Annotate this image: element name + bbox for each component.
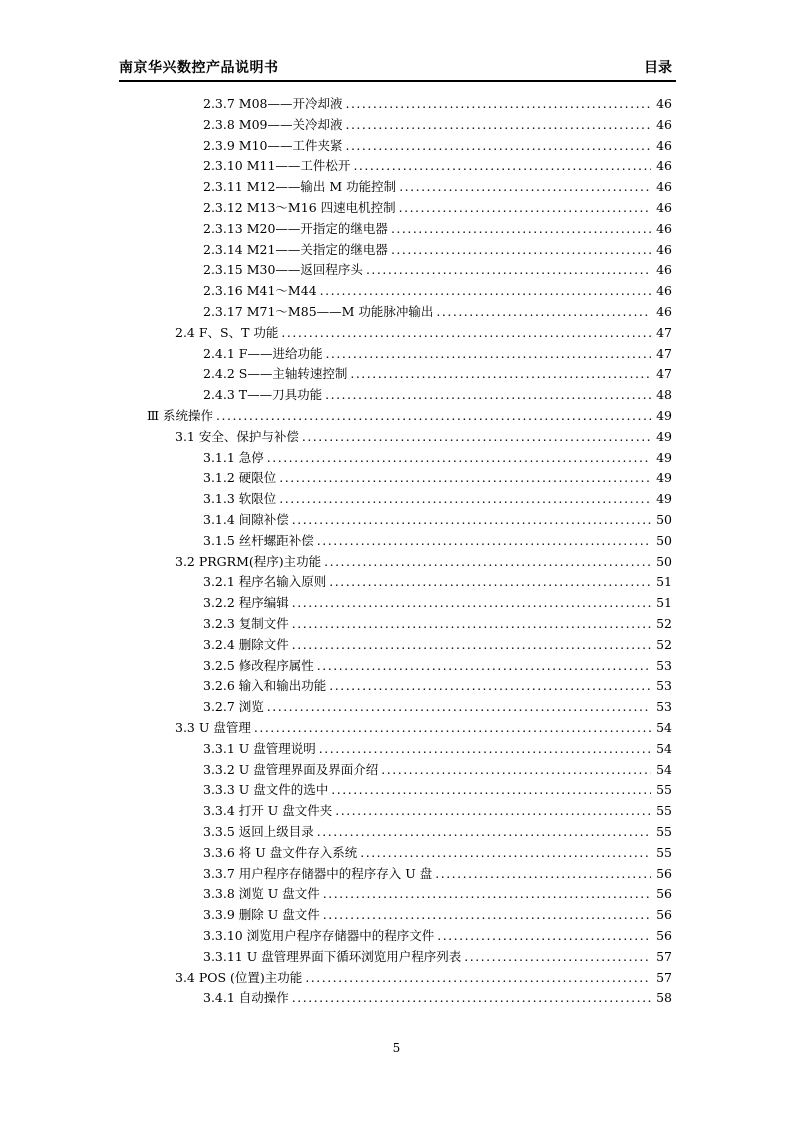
toc-entry-title: 2.3.13 M20——开指定的继电器 [203, 220, 388, 236]
toc-entry[interactable] [203, 822, 672, 842]
toc-entry-page: 56 [656, 886, 672, 902]
toc-entry[interactable] [203, 988, 672, 1008]
toc-entry[interactable] [203, 448, 672, 468]
toc-entry-page: 52 [656, 636, 672, 652]
toc-entry-title: 2.3.17 M71～M85——M 功能脉冲输出 [203, 304, 434, 319]
toc-entry[interactable] [203, 801, 672, 821]
toc-entry-page: 47 [656, 345, 672, 361]
toc-entry-title: 2.3.7 M08——开冷却液 [203, 96, 343, 111]
toc-dot-leader [323, 907, 651, 922]
document-title: 南京华兴数控产品说明书 [119, 60, 279, 76]
toc-dot-leader [302, 429, 651, 444]
toc-dot-leader [360, 845, 651, 860]
toc-dot-leader [267, 699, 651, 714]
toc-entry[interactable] [203, 385, 672, 405]
toc-dot-leader [325, 387, 651, 402]
toc-dot-leader [323, 886, 651, 901]
toc-entry-page: 46 [656, 137, 672, 153]
toc-dot-leader [281, 325, 651, 340]
toc-entry-title: 3.3.8 浏览 U 盘文件 [203, 886, 320, 902]
toc-entry-title: 3.2.2 程序编辑 [203, 595, 289, 611]
toc-entry-title: 3.3 U 盘管理 [175, 720, 251, 735]
toc-entry-title: 3.1.2 硬限位 [203, 470, 277, 486]
toc-dot-leader [331, 782, 651, 797]
toc-entry-page: 46 [656, 220, 672, 236]
toc-entry-title: 3.3.10 浏览用户程序存储器中的程序文件 [203, 928, 435, 943]
toc-dot-leader [216, 408, 651, 423]
toc-entry-page: 54 [656, 740, 672, 756]
toc-entry-page: 50 [656, 532, 672, 548]
toc-entry-title: 3.2.3 复制文件 [203, 616, 289, 631]
toc-entry-title: 3.1.4 间隙补偿 [203, 512, 289, 527]
page-number: 5 [392, 1041, 401, 1055]
toc-entry-page: 49 [656, 491, 672, 507]
toc-entry-title: 3.3.5 返回上级目录 [203, 824, 314, 839]
toc-dot-leader [267, 450, 651, 465]
toc-entry[interactable] [203, 115, 672, 135]
toc-entry-page: 46 [656, 304, 672, 319]
toc-entry[interactable] [203, 905, 672, 925]
toc-entry-title: 3.3.3 U 盘文件的选中 [203, 782, 329, 798]
toc-dot-leader [317, 658, 651, 673]
toc-dot-leader [324, 554, 651, 569]
toc-entry-title: 2.3.15 M30——返回程序头 [203, 262, 363, 278]
toc-entry-title: 3.1 安全、保护与补偿 [175, 428, 299, 444]
toc-dot-leader [292, 990, 651, 1005]
toc-entry-title: 3.3.1 U 盘管理说明 [203, 740, 316, 756]
toc-entry[interactable] [203, 760, 672, 780]
toc-entry[interactable] [203, 489, 672, 509]
toc-entry-page: 54 [656, 761, 672, 777]
toc-entry-title: 3.1.5 丝杆螺距补偿 [203, 532, 314, 548]
toc-dot-leader [279, 470, 651, 485]
toc-entry[interactable] [203, 468, 672, 488]
section-title: 目录 [644, 60, 672, 76]
toc-entry-page: 49 [656, 408, 672, 423]
toc-entry-title: 2.3.10 M11——工件松开 [203, 158, 351, 174]
toc-entry[interactable] [203, 364, 672, 384]
toc-entry[interactable] [175, 427, 672, 447]
toc-dot-leader [320, 283, 651, 298]
toc-entry-title: 2.4.1 F——进给功能 [203, 345, 323, 361]
toc-entry[interactable] [203, 219, 672, 239]
toc-entry-title: 3.3.7 用户程序存储器中的程序存入 U 盘 [203, 865, 433, 881]
toc-entry[interactable] [203, 177, 672, 197]
toc-dot-leader [345, 96, 651, 111]
header-divider [119, 80, 676, 82]
toc-entry[interactable] [203, 635, 672, 655]
toc-entry-title: Ⅲ 系统操作 [147, 408, 214, 423]
toc-entry-page: 58 [656, 990, 672, 1006]
toc-entry-page: 55 [656, 803, 672, 819]
toc-entry-title: 3.2.6 输入和输出功能 [203, 678, 327, 694]
toc-entry-page: 47 [656, 366, 672, 382]
toc-dot-leader [345, 117, 651, 132]
toc-entry-page: 46 [656, 158, 672, 174]
toc-dot-leader [279, 491, 651, 506]
toc-entry-page: 53 [656, 678, 672, 694]
toc-entry-title: 2.3.9 M10——工件夹紧 [203, 137, 343, 153]
toc-dot-leader [345, 138, 651, 153]
toc-entry[interactable] [203, 926, 672, 946]
toc-dot-leader [329, 574, 651, 589]
toc-entry[interactable] [203, 198, 672, 218]
toc-dot-leader [325, 346, 651, 361]
toc-entry-page: 49 [656, 470, 672, 486]
toc-entry[interactable] [203, 240, 672, 260]
toc-entry-page: 49 [656, 449, 672, 465]
toc-entry[interactable] [203, 281, 672, 301]
toc-entry-page: 50 [656, 512, 672, 527]
toc-entry[interactable] [175, 968, 672, 988]
toc-entry[interactable] [203, 614, 672, 634]
toc-entry-title: 2.3.16 M41～M44 [203, 283, 317, 299]
toc-entry-title: 3.2.5 修改程序属性 [203, 657, 314, 673]
toc-entry[interactable] [203, 531, 672, 551]
toc-dot-leader [350, 366, 651, 381]
toc-entry-title: 2.4 F、S、T 功能 [175, 324, 279, 340]
toc-entry[interactable] [175, 552, 672, 572]
toc-entry-title: 2.3.12 M13～M16 四速电机控制 [203, 200, 396, 215]
toc-dot-leader [437, 928, 651, 943]
toc-entry-page: 46 [656, 116, 672, 132]
toc-dot-leader [319, 741, 651, 756]
toc-dot-leader [391, 221, 651, 236]
toc-entry[interactable] [203, 156, 672, 176]
toc-entry[interactable] [203, 884, 672, 904]
toc-entry-page: 54 [656, 720, 672, 735]
toc-dot-leader [399, 179, 651, 194]
toc-entry[interactable] [203, 739, 672, 759]
toc-dot-leader [353, 158, 651, 173]
toc-entry-page: 48 [656, 387, 672, 403]
toc-entry-page: 51 [656, 574, 672, 590]
toc-entry[interactable] [203, 260, 672, 280]
toc-entry[interactable] [203, 302, 672, 322]
toc-entry-page: 46 [656, 179, 672, 195]
toc-dot-leader [391, 242, 651, 257]
toc-dot-leader [335, 803, 651, 818]
toc-entry[interactable] [203, 697, 672, 717]
toc-dot-leader [292, 512, 651, 527]
toc-entry[interactable] [147, 406, 672, 426]
toc-entry-page: 56 [656, 928, 672, 943]
toc-entry-page: 57 [656, 969, 672, 985]
toc-entry-page: 46 [656, 96, 672, 111]
toc-dot-leader [292, 616, 651, 631]
toc-dot-leader [317, 824, 651, 839]
toc-entry-title: 2.3.11 M12——输出 M 功能控制 [203, 179, 397, 195]
toc-entry-title: 3.1.1 急停 [203, 449, 264, 465]
toc-entry[interactable] [203, 676, 672, 696]
toc-entry[interactable] [203, 780, 672, 800]
toc-entry[interactable] [203, 593, 672, 613]
toc-entry-page: 53 [656, 657, 672, 673]
toc-entry-page: 56 [656, 907, 672, 923]
toc-entry-title: 3.3.11 U 盘管理界面下循环浏览用户程序列表 [203, 948, 462, 964]
toc-entry[interactable] [203, 656, 672, 676]
toc-entry-page: 53 [656, 699, 672, 715]
toc-dot-leader [464, 949, 651, 964]
toc-entry[interactable] [203, 94, 672, 114]
toc-entry-title: 3.2.4 删除文件 [203, 636, 289, 652]
toc-entry[interactable] [203, 510, 672, 530]
toc-dot-leader [292, 595, 651, 610]
toc-entry-page: 55 [656, 782, 672, 798]
toc-entry-title: 3.2.7 浏览 [203, 699, 264, 715]
toc-dot-leader [329, 678, 651, 693]
toc-entry-title: 2.4.2 S——主轴转速控制 [203, 366, 348, 382]
toc-entry-page: 46 [656, 241, 672, 257]
toc-dot-leader [317, 533, 651, 548]
toc-entry-title: 2.4.3 T——刀具功能 [203, 387, 323, 403]
toc-entry[interactable] [203, 572, 672, 592]
page-header [119, 57, 674, 79]
toc-entry-page: 57 [656, 948, 672, 964]
toc-entry-page: 55 [656, 844, 672, 860]
toc-entry-page: 46 [656, 262, 672, 278]
toc-entry-title: 3.3.2 U 盘管理界面及界面介绍 [203, 761, 379, 777]
toc-entry-page: 55 [656, 824, 672, 839]
toc-dot-leader [305, 970, 651, 985]
toc-dot-leader [292, 637, 651, 652]
toc-entry-title: 3.3.9 删除 U 盘文件 [203, 907, 320, 923]
toc-entry-title: 2.3.14 M21——关指定的继电器 [203, 241, 388, 257]
toc-entry[interactable] [203, 864, 672, 884]
toc-entry[interactable] [175, 323, 672, 343]
toc-entry-title: 3.3.6 将 U 盘文件存入系统 [203, 844, 358, 860]
toc-entry-page: 51 [656, 595, 672, 611]
toc-entry-title: 2.3.8 M09——关冷却液 [203, 116, 343, 132]
toc-dot-leader [381, 762, 651, 777]
toc-entry[interactable] [203, 843, 672, 863]
toc-entry-title: 3.1.3 软限位 [203, 491, 277, 507]
toc-entry[interactable] [203, 344, 672, 364]
toc-entry-page: 49 [656, 428, 672, 444]
toc-entry-page: 50 [656, 553, 672, 569]
toc-entry[interactable] [203, 136, 672, 156]
toc-dot-leader [399, 200, 651, 215]
toc-entry-page: 52 [656, 616, 672, 631]
toc-dot-leader [366, 262, 651, 277]
toc-entry[interactable] [175, 718, 672, 738]
toc-entry-title: 3.2 PRGRM(程序)主功能 [175, 553, 322, 569]
toc-entry-page: 46 [656, 200, 672, 215]
toc-entry-title: 3.3.4 打开 U 盘文件夹 [203, 803, 333, 819]
toc-dot-leader [436, 304, 651, 319]
toc-entry-page: 56 [656, 865, 672, 881]
toc-entry-page: 47 [656, 324, 672, 340]
toc-entry[interactable] [203, 947, 672, 967]
toc-entry-title: 3.2.1 程序名输入原则 [203, 574, 327, 590]
toc-entry-title: 3.4.1 自动操作 [203, 990, 289, 1006]
toc-entry-page: 46 [656, 283, 672, 299]
toc-entry-title: 3.4 POS (位置)主功能 [175, 969, 303, 985]
toc-dot-leader [254, 720, 651, 735]
toc-dot-leader [435, 866, 651, 881]
